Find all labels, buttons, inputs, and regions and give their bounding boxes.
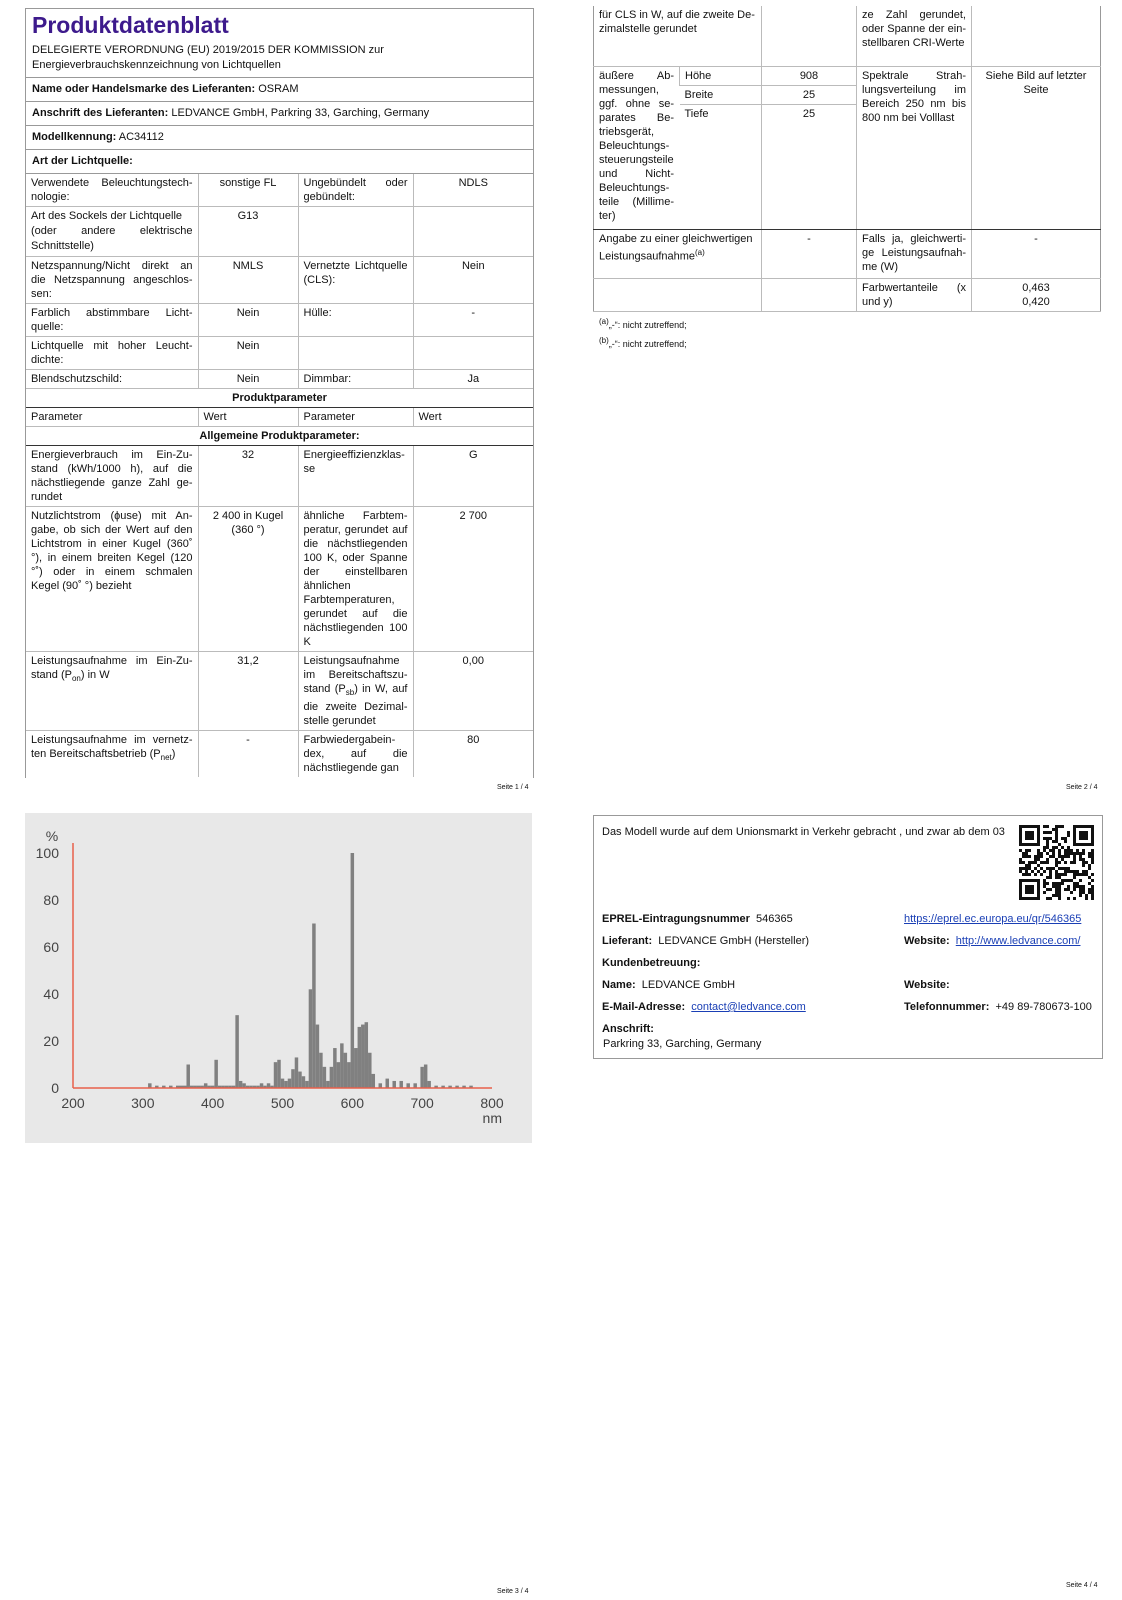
- supplier-value: LEDVANCE GmbH (Hersteller): [658, 935, 810, 947]
- type-label: Art der Lichtquelle:: [26, 150, 533, 174]
- spectrum-bar: [372, 1074, 375, 1088]
- eprel-value: 546365: [756, 913, 793, 925]
- dim-key-depth: Tiefe: [680, 105, 762, 230]
- table-cell: Nutzlichtstrom (ɸuse) mit Angabe, ob sich der Wert auf den Lichtstrom in einer Kugel (360˚ °), in einem breiten Kegel (120 °˚) oder in einem schmalen Kegel (90˚ °) bezieht: [26, 507, 198, 652]
- dim-value-height: 908: [762, 67, 857, 86]
- market-text: Das Modell wurde auf dem Unionsmarkt in Verkehr gebracht , und zwar ab dem 03: [602, 826, 1005, 838]
- spectrum-bar: [239, 1081, 242, 1088]
- standby-value: 0,00: [413, 652, 533, 731]
- name-row: [602, 978, 735, 992]
- table-row: [26, 446, 533, 507]
- table-cell: [298, 337, 413, 370]
- dim-value-depth: 25: [762, 105, 857, 230]
- eprel-row: [602, 912, 793, 926]
- spectrum-bar: [323, 1067, 326, 1088]
- y-tick-label: 80: [43, 892, 59, 908]
- table-row: [26, 207, 533, 257]
- table-row: [26, 257, 533, 304]
- chromaticity-values: 0,463 0,420: [972, 279, 1101, 312]
- spectrum-bar: [351, 853, 354, 1088]
- page-number-3: Seite 3 / 4: [497, 1588, 529, 1595]
- y-tick-label: 100: [35, 845, 59, 861]
- supplier-label: Lieferant:: [602, 935, 653, 947]
- spectrum-bar: [340, 1043, 343, 1088]
- equivalent-power-label: Angabe zu einer gleichwertigen Leistungsaufnahme$^{(a)}$: [594, 230, 762, 279]
- x-tick-label: 300: [131, 1095, 155, 1111]
- spectrum-bar: [427, 1081, 430, 1088]
- email-label: E-Mail-Adresse:: [602, 1001, 686, 1013]
- cri-label: Farbwiedergabeindex, auf die nächstliegende gan: [298, 731, 413, 778]
- spectrum-bar: [399, 1081, 402, 1088]
- table-cell: Energieeffizienzklasse: [298, 446, 413, 507]
- spectrum-bar: [368, 1053, 371, 1088]
- spectrum-bar: [361, 1025, 364, 1088]
- eprel-label: EPREL-Eintragungsnummer: [602, 913, 750, 925]
- page-1: [25, 8, 534, 778]
- spectrum-bar: [392, 1081, 395, 1088]
- spectrum-bar: [333, 1048, 336, 1088]
- spectrum-bar: [309, 989, 312, 1088]
- table-cell: Blendschutzschild:: [26, 370, 198, 389]
- col-header-value: Wert: [198, 408, 298, 427]
- spectrum-bar: [326, 1081, 329, 1088]
- table-cell: Art des Sockels der Lichtquelle (oder andere elektrische Schnittstelle): [26, 207, 198, 257]
- table-cell: Nein: [198, 370, 298, 389]
- x-axis-label: nm: [482, 1110, 502, 1126]
- section-product-parameters: Produktparameter: [26, 389, 533, 408]
- name-value: LEDVANCE GmbH: [641, 979, 736, 991]
- phone-value: +49 89-780673-100: [995, 1001, 1092, 1013]
- table-cell: Nein: [413, 257, 533, 304]
- col-header-parameter: Parameter: [26, 408, 198, 427]
- table-cell: -: [413, 304, 533, 337]
- dim-value-width: 25: [762, 86, 857, 105]
- page-number-4: Seite 4 / 4: [1066, 1582, 1098, 1589]
- table-cell: Netzspannung/Nicht direkt an die Netzspannung angeschlossen:: [26, 257, 198, 304]
- table-row: [26, 731, 533, 778]
- eprel-link[interactable]: https://eprel.ec.europa.eu/qr/546365: [904, 913, 1082, 925]
- table-cell: [298, 207, 413, 257]
- name-label: Name:: [602, 979, 636, 991]
- table-cell: Ungebündelt oder gebündelt:: [298, 174, 413, 207]
- table-cell: Energieverbrauch im Ein-Zustand (kWh/1000 h), auf die nächstliegende ganze Zahl gerundet: [26, 446, 198, 507]
- spectrum-bar: [284, 1081, 287, 1088]
- cont-right-text: ze Zahl gerundet, oder Spanne der einstellbaren CRI-Werte: [857, 6, 972, 67]
- brand-value: OSRAM: [258, 83, 299, 95]
- website-label: Website:: [904, 935, 950, 947]
- table-cell: 2 400 in Kugel (360 °): [198, 507, 298, 652]
- table-cell: G: [413, 446, 533, 507]
- table-cell: [413, 337, 533, 370]
- table-cell: G13: [198, 207, 298, 257]
- spectrum-bar: [347, 1062, 350, 1088]
- spectral-value: Siehe Bild auf letzter Seite: [972, 67, 1101, 230]
- spectrum-bar: [319, 1053, 322, 1088]
- table-row: [26, 370, 533, 389]
- table-cell: Hülle:: [298, 304, 413, 337]
- spectrum-bar: [281, 1079, 284, 1088]
- spectral-label: Spektrale Strahlungsverteilung im Bereich 250 nm bis 800 nm bei Volllast: [857, 67, 972, 230]
- x-tick-label: 700: [410, 1095, 434, 1111]
- document-title: Produktdatenblatt: [32, 12, 229, 38]
- spectrum-bar: [312, 924, 315, 1089]
- dim-key-height: Höhe: [680, 67, 762, 86]
- section-general-parameters: Allgemeine Produktparameter:: [26, 427, 533, 446]
- table-row: [26, 174, 533, 207]
- cont-left-text: für CLS in W, auf die zweite Dezimalstelle gerundet: [594, 6, 762, 67]
- supplier-row: [602, 934, 809, 948]
- net-standby-label: Leistungsaufnahme im vernetzten Bereitschaftsbetrieb $(P_{net})$: [31, 734, 193, 763]
- table-cell: Farblich abstimmbare Lichtquelle:: [26, 304, 198, 337]
- footnote-b: $^{(b)}$„-“: nicht zutreffend;: [599, 336, 687, 349]
- x-tick-label: 500: [270, 1095, 295, 1111]
- page-number-2: Seite 2 / 4: [1066, 784, 1098, 791]
- table-row: [26, 304, 533, 337]
- net-standby-value: -: [198, 731, 298, 778]
- website-link[interactable]: http://www.ledvance.com/: [955, 935, 1081, 947]
- address-label: Anschrift des Lieferanten:: [32, 107, 169, 119]
- x-tick-label: 800: [480, 1095, 504, 1111]
- spectrum-bar: [337, 1062, 340, 1088]
- spectral-chart: [25, 813, 532, 1143]
- col-header-value-2: Wert: [413, 408, 533, 427]
- table-row: [26, 337, 533, 370]
- model-label: Modellkennung:: [32, 131, 117, 143]
- standby-label: Leistungsaufnahme im Bereitschaftszustand $(P_{sb})$ in W, auf die zweite Dezimalstelle gerundet: [298, 652, 413, 731]
- table-row: [594, 230, 1101, 279]
- spectrum-bar: [291, 1069, 294, 1088]
- phone-label: Telefonnummer:: [904, 1001, 990, 1013]
- spectrum-bar: [424, 1065, 427, 1089]
- spectrum-bar: [344, 1053, 347, 1088]
- if-yes-label: Falls ja, gleichwertige Leistungsaufnahme (W): [857, 230, 972, 279]
- addr-value: Parkring 33, Garching, Germany: [603, 1038, 762, 1050]
- page-number-1: Seite 1 / 4: [497, 784, 529, 791]
- table-cell: ähnliche Farbtemperatur, gerundet auf die nächstliegenden 100 K, oder Spanne der einstellbaren ähnlichen Farbtemperaturen, gerundet auf die nächstliegenden 100 K: [298, 507, 413, 652]
- y-tick-label: 0: [51, 1080, 59, 1096]
- spectrum-bar: [186, 1065, 189, 1089]
- spectrum-bar: [386, 1079, 389, 1088]
- product-table: [26, 174, 533, 777]
- table-cell: sonstige FL: [198, 174, 298, 207]
- dimensions-label: äußere Abmessungen, ggf. ohne separates Betriebsgerät, Beleuchtungssteuerungsteile und Nicht-Beleuchtungsteile (Millimeter): [594, 67, 680, 230]
- x-tick-label: 600: [340, 1095, 365, 1111]
- x-tick-label: 400: [200, 1095, 225, 1111]
- website2-label: Website:: [904, 979, 950, 991]
- address-value: LEDVANCE GmbH, Parkring 33, Garching, Germany: [171, 107, 430, 119]
- page-4: [593, 815, 1103, 1059]
- website-row: [904, 934, 1081, 948]
- product-table-continued: [593, 6, 1101, 312]
- y-axis-label: %: [45, 828, 59, 844]
- table-cell: NMLS: [198, 257, 298, 304]
- chromaticity-label: Farbwertanteile (x und y): [857, 279, 972, 312]
- spectrum-bar: [277, 1060, 280, 1088]
- table-cell: NDLS: [413, 174, 533, 207]
- table-cell: Lichtquelle mit hoher Leuchtdichte:: [26, 337, 198, 370]
- table-cell: [413, 207, 533, 257]
- spectrum-bar: [288, 1079, 291, 1088]
- spectrum-bar: [420, 1067, 423, 1088]
- x-tick-label: 200: [61, 1095, 85, 1111]
- spectrum-bar: [330, 1067, 333, 1088]
- spectrum-bar: [298, 1072, 301, 1088]
- address-row: [26, 102, 533, 126]
- power-on-label: Leistungsaufnahme im Ein-Zustand $(P_{on})$ in W: [26, 652, 198, 731]
- dim-key-width: Breite: [680, 86, 762, 105]
- phone-row: [904, 1000, 1092, 1014]
- spectrum-bar: [235, 1015, 238, 1088]
- brand-label: Name oder Handelsmarke des Lieferanten:: [32, 83, 256, 95]
- spectral-chart-svg: [25, 813, 532, 1143]
- table-cell: Vernetzte Lichtquelle (CLS):: [298, 257, 413, 304]
- model-value: AC34112: [118, 131, 164, 143]
- support-label: Kundenbetreuung:: [602, 957, 701, 969]
- table-row: [594, 279, 1101, 312]
- table-cell: Verwendete Beleuchtungstechnologie:: [26, 174, 198, 207]
- spectrum-bar: [214, 1060, 217, 1088]
- table-cell: Ja: [413, 370, 533, 389]
- spectrum-bar: [274, 1062, 277, 1088]
- table-row: [594, 67, 1101, 86]
- cri-value: 80: [413, 731, 533, 778]
- y-tick-label: 40: [43, 986, 59, 1002]
- qr-code-icon: [1019, 825, 1094, 900]
- equivalent-power-value: -: [762, 230, 857, 279]
- spectrum-bar: [358, 1027, 361, 1088]
- table-cell: 32: [198, 446, 298, 507]
- spectrum-bar: [302, 1076, 305, 1088]
- page-2: [593, 6, 1101, 352]
- table-cell: Nein: [198, 337, 298, 370]
- table-row: [26, 652, 533, 731]
- table-row: [26, 507, 533, 652]
- spectrum-bar: [316, 1025, 319, 1088]
- model-row: [26, 126, 533, 150]
- power-on-value: 31,2: [198, 652, 298, 731]
- spectrum-bar: [365, 1022, 368, 1088]
- table-cell: Nein: [198, 304, 298, 337]
- spectrum-bar: [305, 1081, 308, 1088]
- email-link[interactable]: contact@ledvance.com: [691, 1001, 806, 1013]
- table-cell: Dimmbar:: [298, 370, 413, 389]
- y-tick-label: 60: [43, 939, 59, 955]
- addr-label: Anschrift:: [602, 1023, 654, 1035]
- spectrum-bar: [295, 1057, 298, 1088]
- footnote-a: $^{(a)}$„-“: nicht zutreffend;: [599, 317, 687, 330]
- spectrum-bar: [354, 1048, 357, 1088]
- table-cell: 2 700: [413, 507, 533, 652]
- brand-row: [26, 78, 533, 102]
- email-row: [602, 1000, 806, 1014]
- table-row: [594, 6, 1101, 67]
- col-header-parameter-2: Parameter: [298, 408, 413, 427]
- regulation-text: DELEGIERTE VERORDNUNG (EU) 2019/2015 DER KOMMISSION zur Energieverbrauchskennzeichnung von Lichtquellen: [26, 40, 533, 78]
- if-yes-value: -: [972, 230, 1101, 279]
- y-tick-label: 20: [43, 1033, 59, 1049]
